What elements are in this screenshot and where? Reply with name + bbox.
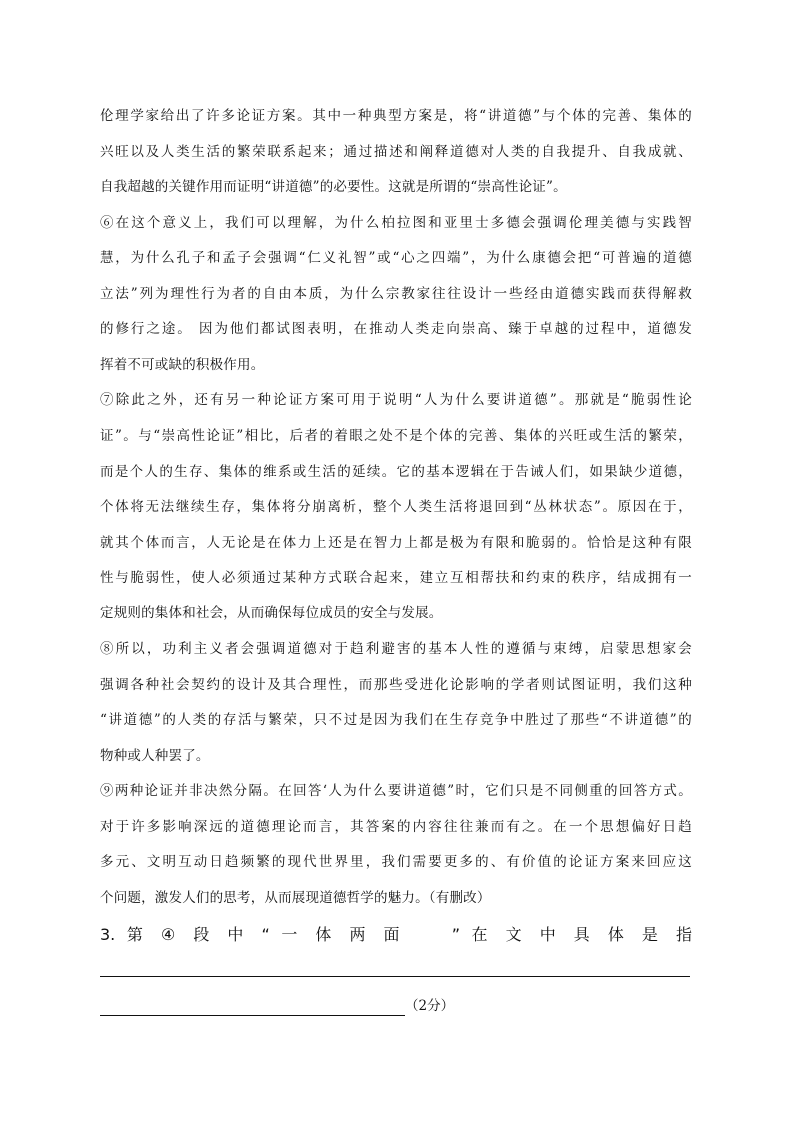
paragraph-7-line: ⑦除此之外，还有另一种论证方案可用于说明“人为什么要讲道德”。那就是“脆弱性论 xyxy=(100,392,692,408)
paragraph-9-line: 对于许多影响深远的道德理论而言，其答案的内容往往兼而有之。在一个思想偏好日趋 xyxy=(100,819,692,835)
paragraph-6-line: 立法”列为理性行为者的自由本质，为什么宗教家往往设计一些经由道德实践而获得解救 xyxy=(100,286,692,302)
paragraph-6-line: 的修行之途。 因为他们都试图表明，在推动人类走向崇高、臻于卓越的过程中，道德发 xyxy=(100,321,692,337)
paragraph-6-line: ⑥在这个意义上，我们可以理解，为什么柏拉图和亚里士多德会强调伦理美德与实践智 xyxy=(100,215,692,231)
paragraph-5-line: 自我超越的关键作用而证明“讲道德”的必要性。这就是所谓的“崇高性论证”。 xyxy=(100,179,567,195)
paragraph-7-line: 个体将无法继续生存，集体将分崩离析，整个人类生活将退回到“丛林状态”。原因在于， xyxy=(100,499,692,515)
question-3-score: （2分） xyxy=(405,998,455,1014)
paragraph-8-line: ⑧所以，功利主义者会强调道德对于趋利避害的基本人性的遵循与束缚，启蒙思想家会 xyxy=(100,641,692,657)
paragraph-7-line: 就其个体而言，人无论是在体力上还是在智力上都是极为有限和脆弱的。恰恰是这种有限 xyxy=(100,535,692,551)
paragraph-6-line: 慧，为什么孔子和孟子会强调“仁义礼智”或“心之四端”，为什么康德会把“可普遍的道德 xyxy=(100,250,692,266)
paragraph-8-line: 强调各种社会契约的设计及其合理性，而那些受进化论影响的学者则试图证明，我们这种 xyxy=(100,677,692,693)
paragraph-5-line: 兴旺以及人类生活的繁荣联系起来；通过描述和阐释道德对人类的自我提升、自我成就、 xyxy=(100,144,692,160)
paragraph-7-line: 而是个人的生存、集体的维系或生活的延续。它的基本逻辑在于告诫人们，如果缺少道德， xyxy=(100,464,692,480)
question-3-prompt: 3. 第 ④ 段 中 “ 一 体 两 面 ” 在 文 中 具 体 是 指 xyxy=(100,925,692,944)
paragraph-6-line: 挥着不可或缺的积极作用。 xyxy=(100,357,265,373)
paragraph-9-line: 多元、文明互动日趋频繁的现代世界里，我们需要更多的、有价值的论证方案来回应这 xyxy=(100,854,692,870)
paragraph-7-line: 证”。与“崇高性论证”相比，后者的着眼之处不是个体的完善、集体的兴旺或生活的繁荣， xyxy=(100,428,692,444)
paragraph-9-line: ⑨两种论证并非决然分隔。在回答‘人为什么要讲道德”时，它们只是不同侧重的回答方式。 xyxy=(100,783,692,799)
answer-blank-line[interactable] xyxy=(100,976,690,977)
paragraph-7-line: 定规则的集体和社会，从而确保每位成员的安全与发展。 xyxy=(100,605,443,621)
paragraph-8-line: 物种或人种罢了。 xyxy=(100,748,210,764)
answer-blank-line[interactable] xyxy=(100,1015,405,1016)
paragraph-9-line: 个问题，激发人们的思考，从而展现道德哲学的魅力。（有删改） xyxy=(100,890,491,906)
paragraph-7-line: 性与脆弱性，使人必须通过某种方式联合起来，建立互相帮扶和约束的秩序，结成拥有一 xyxy=(100,570,692,586)
paragraph-8-line: “讲道德”的人类的存活与繁荣，只不过是因为我们在生存竞争中胜过了那些“不讲道德”的 xyxy=(100,712,692,728)
paragraph-5-line: 伦理学家给出了许多论证方案。其中一种典型方案是，将“讲道德”与个体的完善、集体的 xyxy=(100,108,692,124)
